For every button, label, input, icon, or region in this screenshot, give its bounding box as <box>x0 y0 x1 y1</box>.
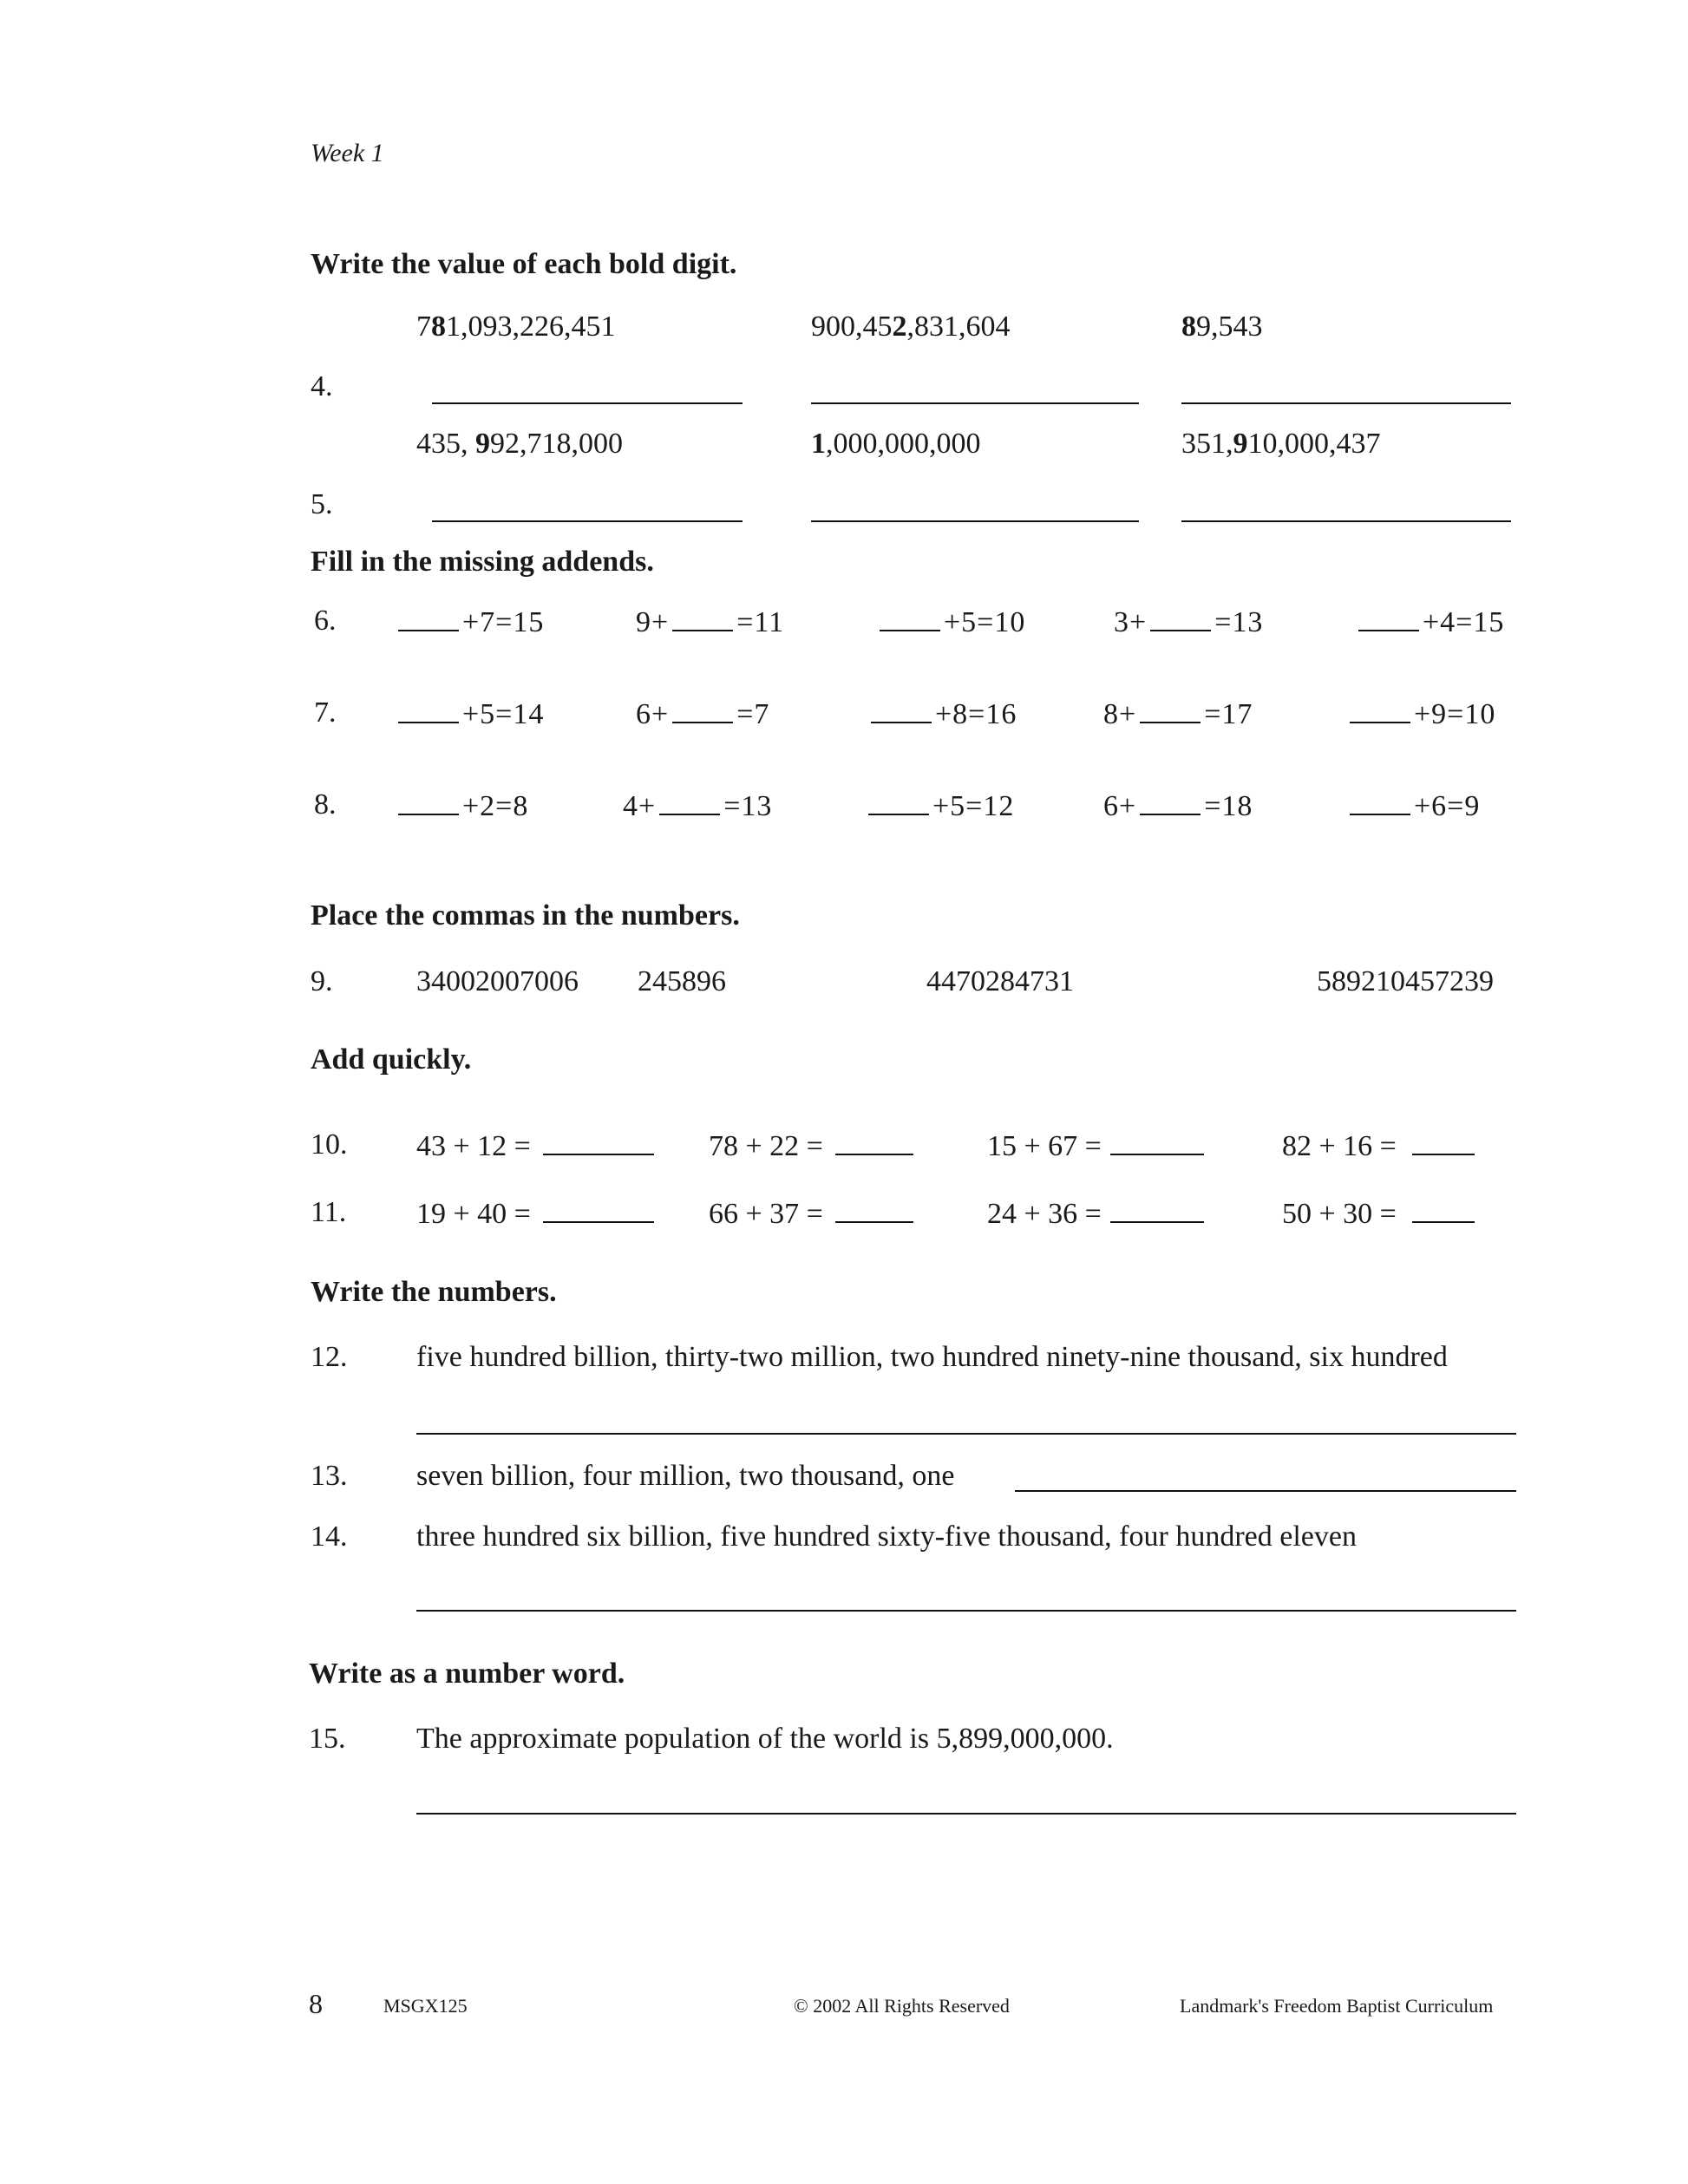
week-label: Week 1 <box>311 139 384 167</box>
comma-number: 34002007006 <box>416 965 579 997</box>
question-number: 4. <box>311 370 333 402</box>
answer-line[interactable] <box>432 402 743 404</box>
answer-line[interactable] <box>416 1813 1516 1815</box>
publisher: Landmark's Freedom Baptist Curriculum <box>1180 1995 1494 2017</box>
number-words-prompt: three hundred six billion, five hundred sixty-five thousand, four hundred eleven <box>416 1520 1357 1553</box>
addend-equation: 9+ =11 <box>636 604 784 639</box>
copyright: © 2002 All Rights Reserved <box>794 1995 1010 2017</box>
answer-line[interactable] <box>416 1610 1516 1612</box>
answer-blank[interactable] <box>672 696 733 723</box>
answer-line[interactable] <box>811 520 1139 522</box>
answer-blank[interactable] <box>1350 696 1410 723</box>
section-heading-add-quickly: Add quickly. <box>311 1043 472 1076</box>
bold-digit-number: 435, 992,718,000 <box>416 428 623 460</box>
number-word-prompt: The approximate population of the world is 5,899,000,000. <box>416 1723 1114 1755</box>
section-heading-commas: Place the commas in the numbers. <box>311 899 740 932</box>
section-heading-bold-digit: Write the value of each bold digit. <box>311 248 737 280</box>
bold-digit-number: 900,452,831,604 <box>811 311 1011 343</box>
sum-problem: 50 + 30 = <box>1282 1195 1478 1232</box>
answer-blank[interactable] <box>868 788 929 815</box>
addend-equation: +2=8 <box>395 788 528 823</box>
sum-problem: 24 + 36 = <box>987 1195 1207 1232</box>
comma-number: 589210457239 <box>1317 965 1494 997</box>
answer-blank[interactable] <box>871 696 932 723</box>
answer-line[interactable] <box>1015 1490 1516 1492</box>
answer-blank[interactable] <box>1358 604 1419 631</box>
answer-line[interactable] <box>432 520 743 522</box>
sum-problem: 43 + 12 = <box>416 1128 658 1164</box>
answer-blank[interactable] <box>398 604 459 631</box>
number-words-prompt: five hundred billion, thirty-two million, two hundred ninety-nine thousand, six hundred <box>416 1341 1448 1373</box>
answer-line[interactable] <box>416 1433 1516 1435</box>
product-code: MSGX125 <box>383 1995 468 2017</box>
answer-blank[interactable] <box>880 604 940 631</box>
addend-equation: 6+ =7 <box>636 696 769 731</box>
sum-problem: 19 + 40 = <box>416 1195 658 1232</box>
answer-blank[interactable] <box>398 696 459 723</box>
addend-equation: +9=10 <box>1346 696 1495 731</box>
answer-blank[interactable] <box>1150 604 1211 631</box>
bold-digit-number: 781,093,226,451 <box>416 311 616 343</box>
section-heading-number-word: Write as a number word. <box>309 1658 625 1690</box>
bold-digit-number: 89,543 <box>1181 311 1263 343</box>
question-number: 8. <box>314 788 337 821</box>
answer-blank[interactable] <box>543 1195 654 1223</box>
addend-equation: 6+ =18 <box>1103 788 1253 823</box>
comma-number: 245896 <box>638 965 726 997</box>
page-number: 8 <box>309 1988 323 2019</box>
answer-blank[interactable] <box>1110 1195 1204 1223</box>
answer-blank[interactable] <box>835 1195 913 1223</box>
bold-digit-number: 351,910,000,437 <box>1181 428 1381 460</box>
answer-blank[interactable] <box>672 604 733 631</box>
addend-equation: 3+ =13 <box>1114 604 1263 639</box>
question-number: 6. <box>314 605 337 637</box>
question-number: 14. <box>311 1520 348 1553</box>
answer-blank[interactable] <box>543 1128 654 1155</box>
answer-blank[interactable] <box>835 1128 913 1155</box>
bold-digit-number: 1,000,000,000 <box>811 428 981 460</box>
question-number: 5. <box>311 488 333 520</box>
answer-blank[interactable] <box>1412 1128 1475 1155</box>
answer-blank[interactable] <box>1110 1128 1204 1155</box>
answer-blank[interactable] <box>1412 1195 1475 1223</box>
sum-problem: 15 + 67 = <box>987 1128 1207 1164</box>
addend-equation: 4+ =13 <box>623 788 772 823</box>
answer-line[interactable] <box>1181 520 1511 522</box>
addend-equation: 8+ =17 <box>1103 696 1253 731</box>
addend-equation: +5=14 <box>395 696 544 731</box>
answer-line[interactable] <box>811 402 1139 404</box>
answer-blank[interactable] <box>1350 788 1410 815</box>
sum-problem: 66 + 37 = <box>709 1195 917 1232</box>
question-number: 12. <box>311 1341 348 1373</box>
addend-equation: +6=9 <box>1346 788 1480 823</box>
addend-equation: +4=15 <box>1355 604 1504 639</box>
section-heading-write-numbers: Write the numbers. <box>311 1276 557 1308</box>
addend-equation: +8=16 <box>867 696 1017 731</box>
sum-problem: 82 + 16 = <box>1282 1128 1478 1164</box>
answer-blank[interactable] <box>659 788 720 815</box>
section-heading-addends: Fill in the missing addends. <box>311 546 654 578</box>
answer-blank[interactable] <box>398 788 459 815</box>
sum-problem: 78 + 22 = <box>709 1128 917 1164</box>
number-words-prompt: seven billion, four million, two thousand, one <box>416 1460 955 1492</box>
answer-line[interactable] <box>1181 402 1511 404</box>
question-number: 10. <box>311 1128 348 1161</box>
addend-equation: +5=12 <box>865 788 1014 823</box>
addend-equation: +7=15 <box>395 604 544 639</box>
question-number: 11. <box>311 1196 347 1228</box>
question-number: 15. <box>309 1723 346 1755</box>
question-number: 9. <box>311 965 333 997</box>
answer-blank[interactable] <box>1140 788 1201 815</box>
question-number: 13. <box>311 1460 348 1492</box>
question-number: 7. <box>314 696 337 729</box>
addend-equation: +5=10 <box>876 604 1025 639</box>
answer-blank[interactable] <box>1140 696 1201 723</box>
comma-number: 4470284731 <box>926 965 1074 997</box>
